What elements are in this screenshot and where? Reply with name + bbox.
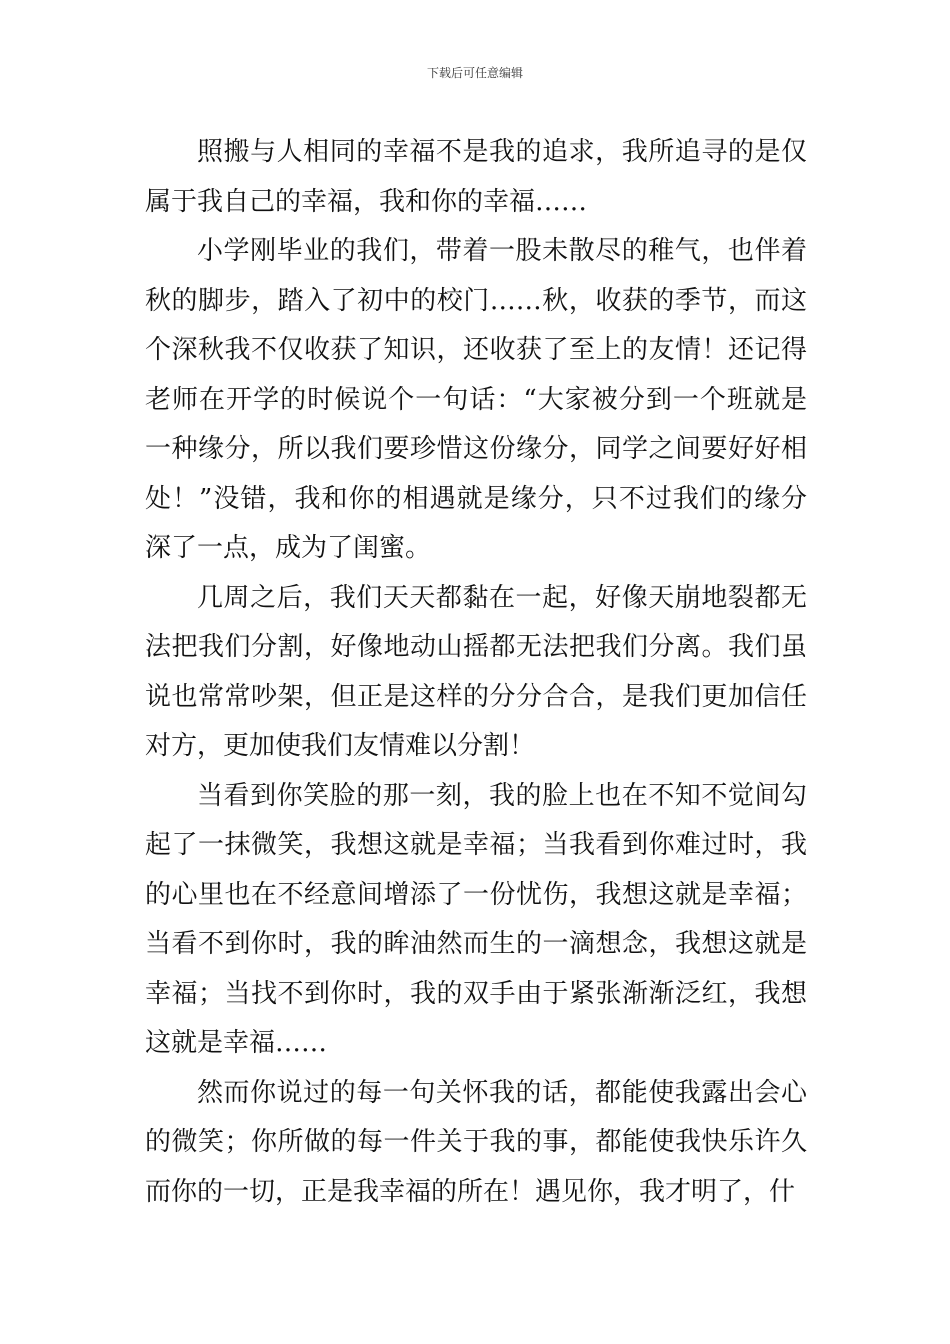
page-header: 下载后可任意编辑 <box>426 66 523 80</box>
paragraph-1: 照搬与人相同的幸福不是我的追求，我所追寻的是仅属于我自己的幸福，我和你的幸福…… <box>145 137 807 217</box>
paragraph-3: 几周之后，我们天天都黏在一起，好像天崩地裂都无法把我们分割，好像地动山摇都无法把我们分离。我们虽说也常常吵架，但正是这样的分分合合，是我们更加信任对方，更加使我们友情难以分割！ <box>145 582 807 761</box>
paragraph-2: 小学刚毕业的我们，带着一股未散尽的稚气，也伴着秋的脚步，踏入了初中的校门……秋，收获的季节，而这个深秋我不仅收获了知识，还收获了至上的友情！还记得老师在开学的时候说个一句话：“大家被分到一个班就是一种缘分，所以我们要珍惜这份缘分，同学之间要好好相处！”没错，我和你的相遇就是缘分，只不过我们的缘分深了一点，成为了闺蜜。 <box>145 236 807 563</box>
paragraph-4: 当看到你笑脸的那一刻，我的脸上也在不知不觉间勾起了一抹微笑，我想这就是幸福；当我看到你难过时，我的心里也在不经意间增添了一份忧伤，我想这就是幸福；当看不到你时，我的眸油然而生的一滴想念，我想这就是幸福；当找不到你时，我的双手由于紧张渐渐泛红，我想这就是幸福…… <box>145 780 807 1058</box>
paragraph-5: 然而你说过的每一句关怀我的话，都能使我露出会心的微笑；你所做的每一件关于我的事，都能使我快乐许久而你的一切，正是我幸福的所在！遇见你，我才明了，什 <box>145 1077 807 1207</box>
document-body <box>145 128 807 1217</box>
